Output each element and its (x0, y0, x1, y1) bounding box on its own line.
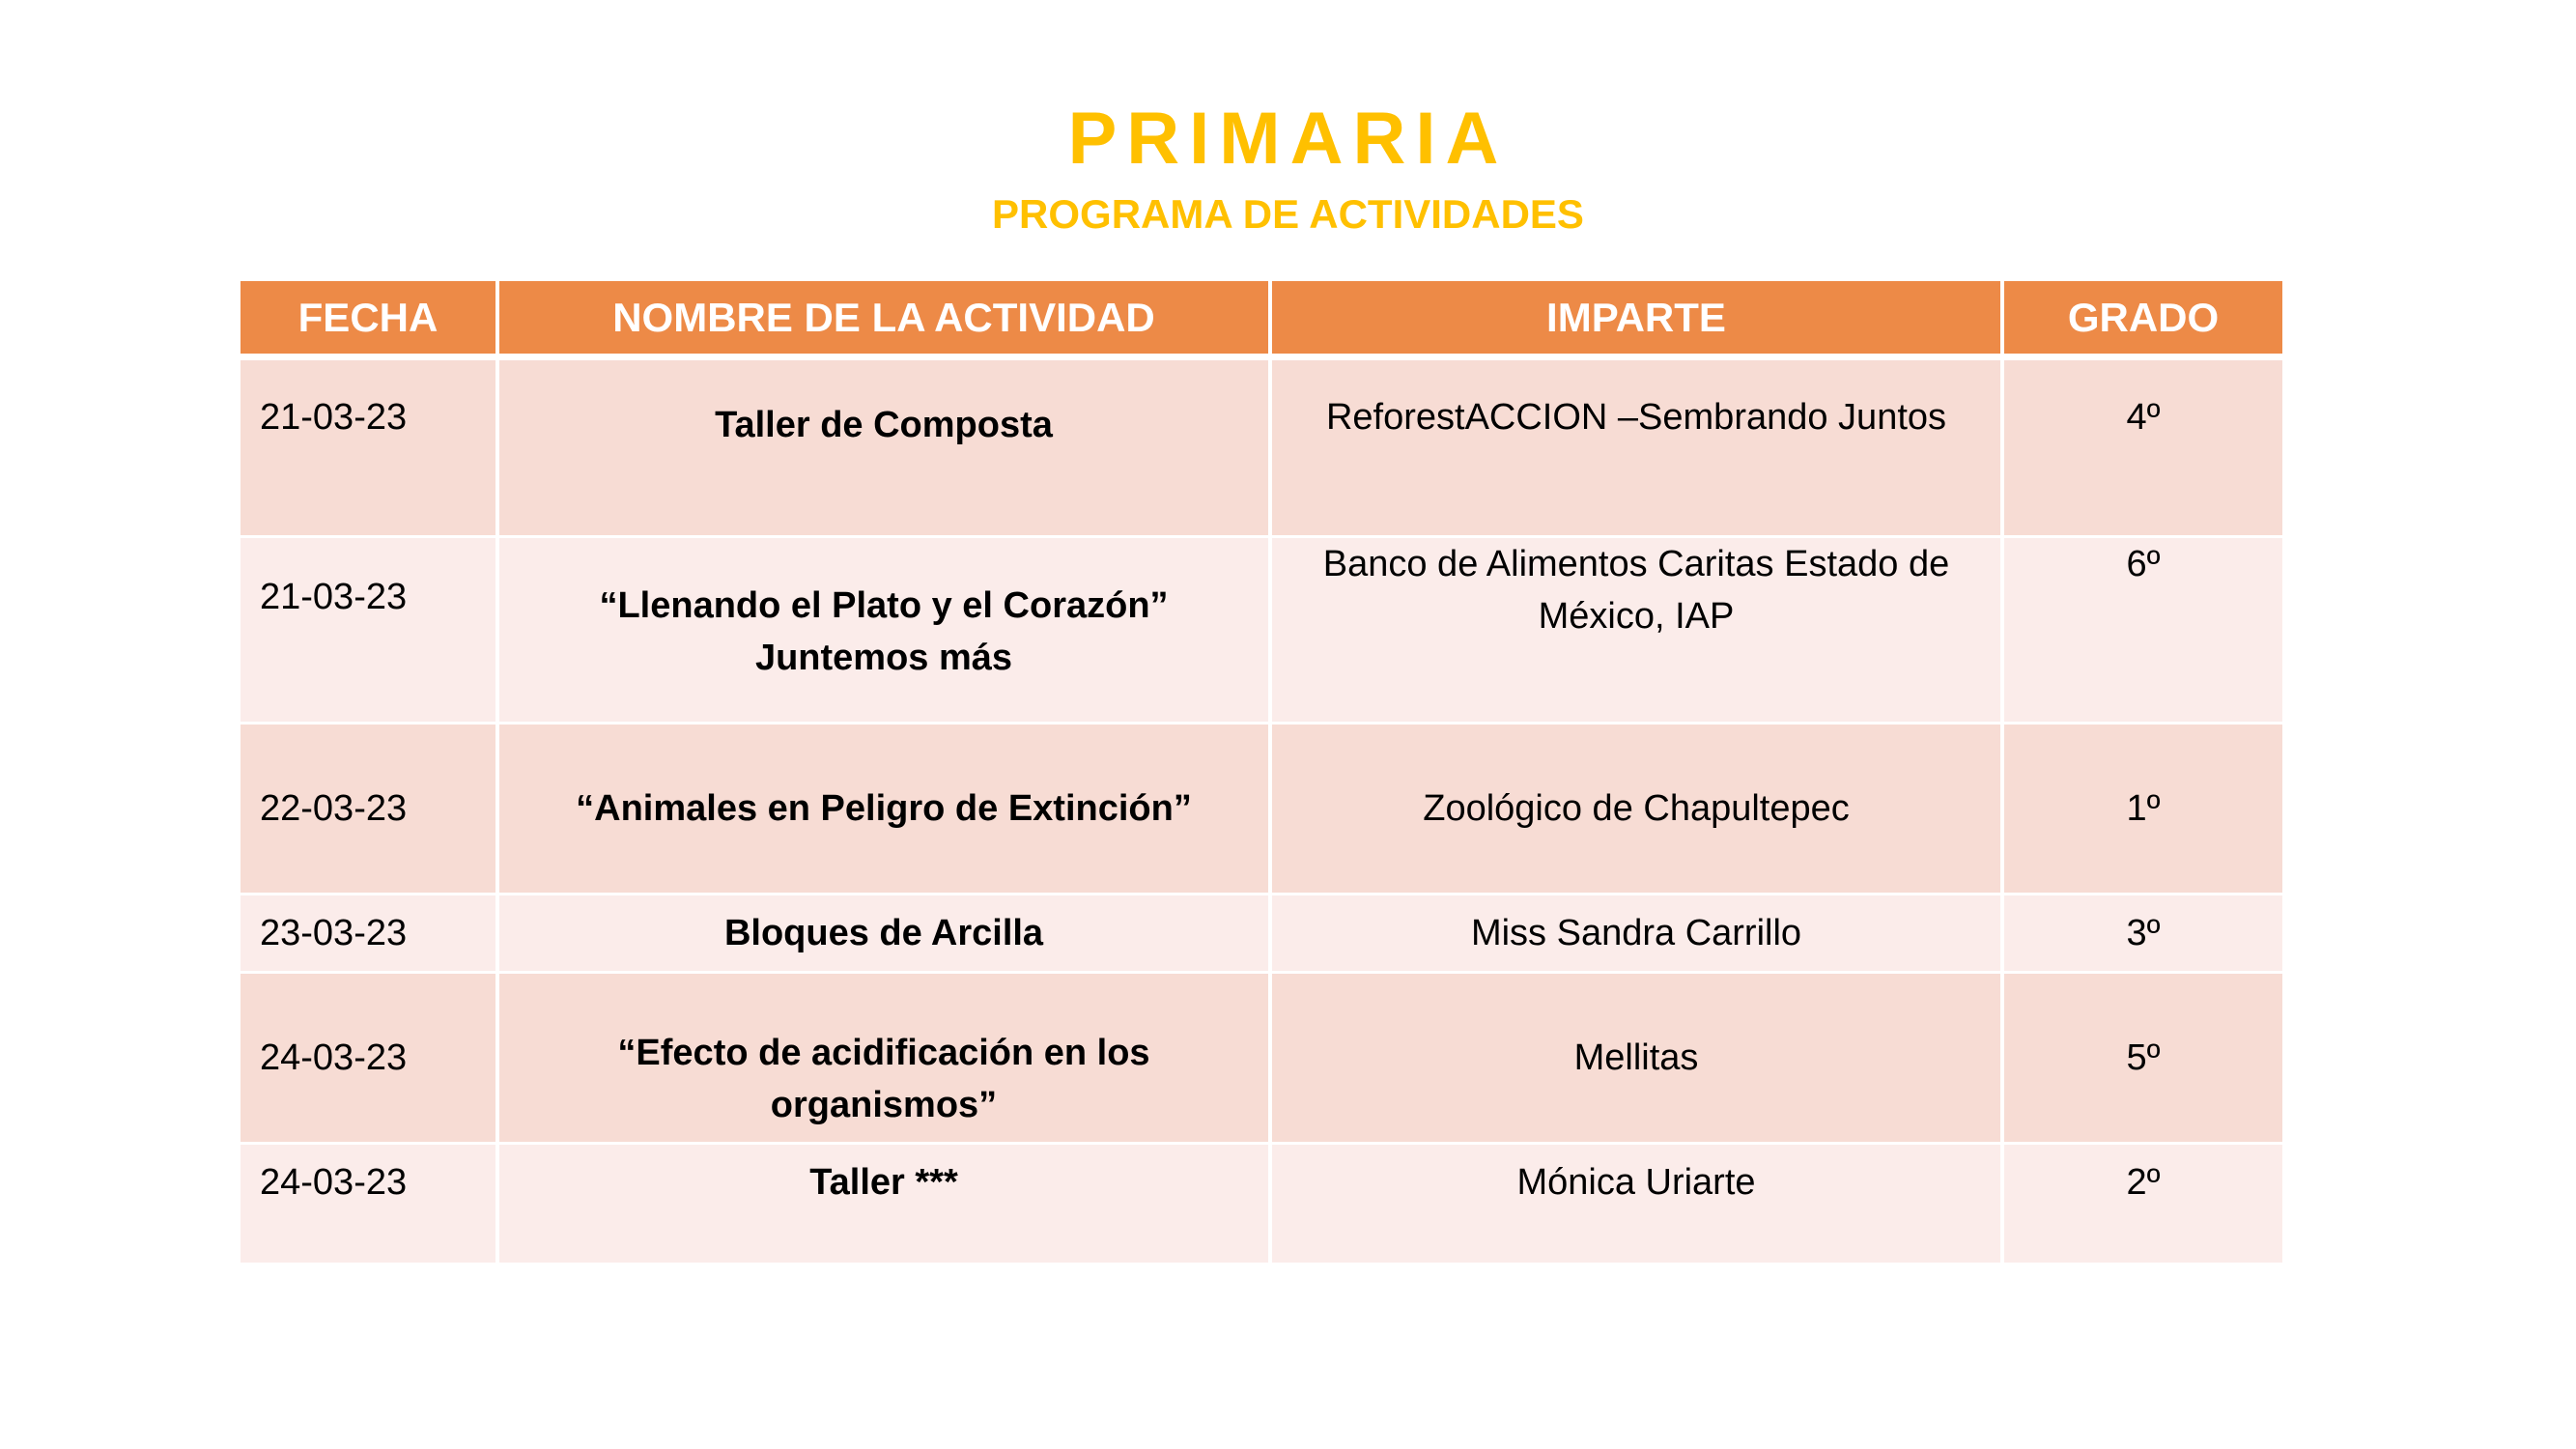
cell-imparte (1270, 1144, 2002, 1264)
table-row (241, 1144, 2282, 1264)
cell-fecha: 22-03-23 (241, 724, 497, 895)
column-header-grado: GRADO (2002, 281, 2282, 357)
cell-imparte (1270, 973, 2002, 1144)
cell-imparte-line: Miss Sandra Carrillo (1470, 913, 1802, 953)
cell-nombre (497, 724, 1270, 895)
table-row (241, 724, 2282, 895)
cell-nombre (497, 357, 1270, 537)
cell-nombre-line: organismos” (770, 1085, 998, 1125)
cell-grado: 4º (2002, 357, 2282, 537)
cell-imparte (1270, 724, 2002, 895)
table-row (241, 357, 2282, 537)
cell-fecha: 21-03-23 (241, 537, 497, 724)
table-row (241, 537, 2282, 724)
column-header-nombre: NOMBRE DE LA ACTIVIDAD (497, 281, 1270, 357)
table-header-row (241, 281, 2282, 357)
cell-imparte (1270, 357, 2002, 537)
cell-nombre (497, 1144, 1270, 1264)
cell-imparte-line: Zoológico de Chapultepec (1423, 788, 1850, 829)
page-subtitle: PROGRAMA DE ACTIVIDADES (992, 191, 1584, 237)
table-row (241, 895, 2282, 973)
cell-imparte (1270, 895, 2002, 973)
cell-fecha: 21-03-23 (241, 357, 497, 537)
cell-nombre-line: Juntemos más (754, 638, 1013, 678)
table-row (241, 973, 2282, 1144)
cell-grado: 6º (2002, 537, 2282, 724)
cell-grado: 2º (2002, 1144, 2282, 1264)
column-header-imparte: IMPARTE (1270, 281, 2002, 357)
cell-imparte-line: Banco de Alimentos Caritas Estado de (1322, 544, 1950, 584)
column-header-fecha: FECHA (241, 281, 497, 357)
cell-imparte-line: Mellitas (1573, 1037, 1699, 1078)
cell-nombre-line: “Efecto de acidificación en los (617, 1033, 1150, 1073)
cell-nombre-line: Taller *** (809, 1162, 958, 1203)
cell-nombre (497, 895, 1270, 973)
cell-imparte-line: ReforestACCION –Sembrando Juntos (1325, 397, 1947, 438)
page-title: PRIMARIA (1067, 98, 1509, 180)
cell-nombre-line: Bloques de Arcilla (723, 913, 1044, 953)
cell-imparte-line: México, IAP (1538, 596, 1735, 637)
cell-nombre-line: “Llenando el Plato y el Corazón” (599, 585, 1169, 626)
activities-table (241, 281, 2282, 1265)
cell-fecha: 23-03-23 (241, 895, 497, 973)
cell-grado: 5º (2002, 973, 2282, 1144)
cell-nombre-line: Taller de Composta (715, 405, 1053, 445)
cell-imparte-line: Mónica Uriarte (1516, 1162, 1756, 1203)
cell-fecha: 24-03-23 (241, 973, 497, 1144)
cell-fecha: 24-03-23 (241, 1144, 497, 1264)
cell-nombre (497, 973, 1270, 1144)
cell-nombre (497, 537, 1270, 724)
cell-nombre-line: “Animales en Peligro de Extinción” (576, 788, 1192, 829)
cell-grado: 1º (2002, 724, 2282, 895)
cell-grado: 3º (2002, 895, 2282, 973)
cell-imparte (1270, 537, 2002, 724)
